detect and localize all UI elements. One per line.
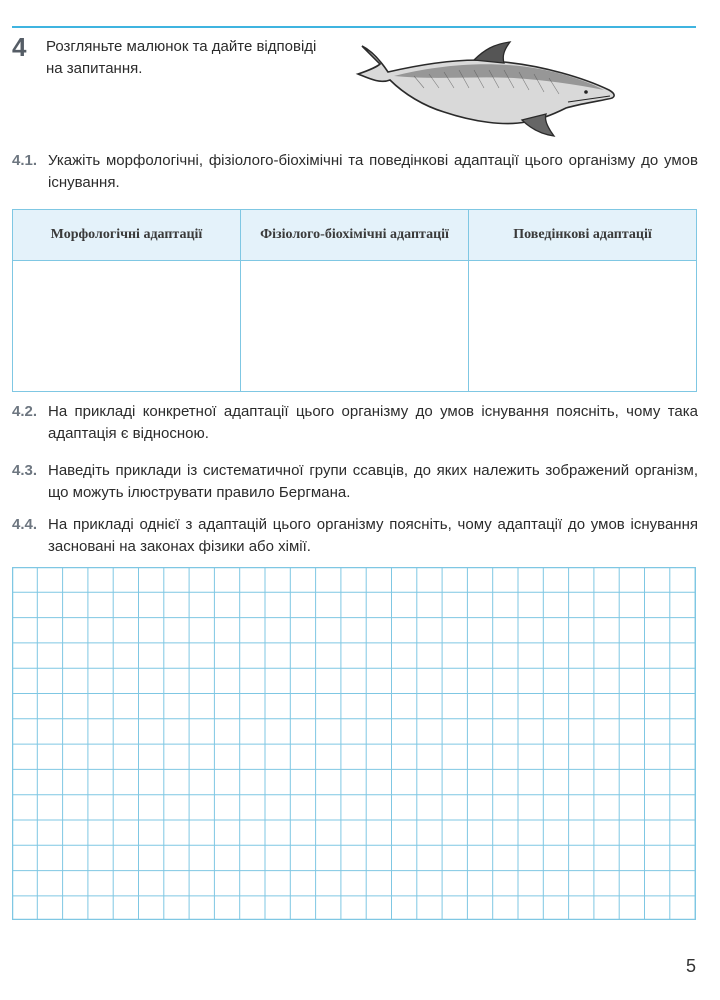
question-number: 4.4. [12,516,38,533]
adaptations-table [12,209,697,392]
question-text: Укажіть морфологічні, фізіолого-біохімічні та поведінкові адаптації цього організму до умов існування. [48,152,698,191]
question-4-1 [12,150,698,194]
question-number: 4.3. [12,462,38,479]
top-divider [12,26,696,28]
column-header-behavioral: Поведінкові адаптації [469,210,697,261]
answer-cell-physiological[interactable] [241,261,469,392]
page-number: 5 [685,956,696,976]
column-header-morphological: Морфологічні адаптації [13,210,241,261]
column-header-physiological: Фізіолого-біохімічні адаптації [241,210,469,261]
task-number: 4 [12,32,27,62]
question-4-3 [12,460,698,504]
dolphin-icon [354,36,626,140]
answer-cell-morphological[interactable] [13,261,241,392]
question-4-2 [12,401,698,445]
grid-border [13,568,696,920]
question-number: 4.1. [12,152,38,169]
task-intro: Розгляньте малюнок та дайте відповіді на запитання. [46,38,317,77]
answer-grid[interactable] [12,567,696,920]
question-text: Наведіть приклади із систематичної групи ссавців, до яких належить зображений організм, що можуть ілюструвати правило Бергмана. [48,462,698,501]
question-4-4 [12,514,698,558]
question-text: На прикладі однієї з адаптацій цього організму поясніть, чому адаптації до умов існування засновані на законах фізики або хімії. [48,516,698,555]
answer-cell-behavioral[interactable] [469,261,697,392]
question-number: 4.2. [12,403,38,420]
question-text: На прикладі конкретної адаптації цього організму до умов існування поясніть, чому така адаптація є відносною. [48,403,698,442]
